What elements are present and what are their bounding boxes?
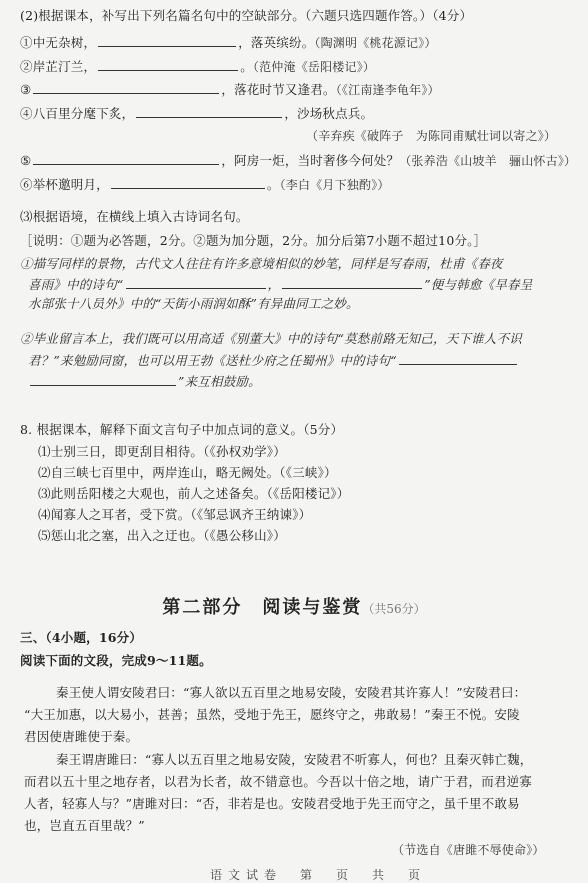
q8-item-1: ⑴士别三日，即更刮目相待。（《孙权劝学》） (38, 444, 286, 459)
q7-2-item-5: ⑤ ，阿房一炬，当时奢侈今何处？（张养浩《山坡羊 骊山怀古》） (20, 153, 577, 168)
passage-line-3: 君因使唐雎使于秦。 (24, 729, 139, 744)
section3-instruction: 阅读下面的文段，完成9～11题。 (20, 653, 212, 668)
part2-heading (0, 593, 588, 619)
q8-title: 8. 根据课本，解释下面文言句子中加点词的意义。（5分） (20, 422, 344, 437)
q7-3-para2-line1: ②毕业留言本上，我们既可以用高适《别董大》中的诗句“莫愁前路无知己，天下谁人不识 (20, 331, 522, 346)
q7-3-para1-line2: 喜雨》中的诗句“ ， ”便与韩愈《早春呈 (28, 277, 533, 292)
passage-line-4: 秦王谓唐雎曰：“寡人以五百里之地易安陵，安陵君不听寡人，何也？且秦灭韩亡魏， (56, 752, 533, 767)
q8-item-2: ⑵自三峡七百里中，两岸连山，略无阙处。（《三峡》） (38, 465, 337, 480)
q7-2-title: (2)根据课本，补写出下列名篇名句中的空缺部分。（六题只选四题作答。）（4分） (20, 8, 473, 23)
q8-item-4: ⑷闻寡人之耳者，受下赏。（《邹忌讽齐王纳谏》） (38, 507, 312, 522)
q7-3-para2-line3: ”来互相鼓励。 (28, 373, 261, 390)
passage-line-6: 人者，轻寡人与？”唐雎对曰：“否，非若是也。安陵君受地于先王而守之，虽千里不敢易 (24, 796, 520, 811)
q8-item-5: ⑸惩山北之塞，出入之迂也。（《愚公移山》） (38, 528, 286, 543)
q7-2-item-1: ①中无杂树， ，落英缤纷。（陶渊明《桃花源记》） (20, 35, 437, 50)
q7-2-item-2: ②岸芷汀兰， 。（范仲淹《岳阳楼记》） (20, 59, 376, 74)
q7-2-item-4-source: （辛弃疾《破阵子 为陈同甫赋壮词以寄之》） (306, 129, 557, 143)
passage-line-7: 也，岂直五百里哉？” (24, 818, 145, 833)
passage-line-2: “大王加惠，以大易小，甚善；虽然，受地于先王，愿终守之，弗敢易！”秦王不悦。安陵 (24, 707, 520, 722)
q7-2-item-3: ③ ，落花时节又逢君。（《江南逢李龟年》） (20, 82, 440, 97)
q7-3-note: ［说明：①题为必答题，2分。②题为加分题，2分。加分后第7小题不超过10分。］ (20, 233, 487, 248)
q7-2-item-4: ④八百里分麾下炙， ，沙场秋点兵。 (20, 106, 374, 121)
section3-title: 三、（4小题，16分） (20, 630, 143, 645)
passage-line-5: 而君以五十里之地存者，以君为长者，故不错意也。今吾以十倍之地，请广于君，而君逆寡 (24, 774, 533, 789)
q7-3-para2-line2: 君？”来勉励同窗，也可以用王勃《送杜少府之任蜀州》中的诗句“ (28, 352, 519, 369)
q7-3-para1-line3: 水部张十八员外》中的“天街小雨润如酥”有异曲同工之妙。 (28, 296, 359, 311)
part2-title: 第二部分 阅读与鉴赏 (162, 597, 363, 618)
q7-2-item-6: ⑥举杯邀明月， 。（李白《月下独酌》） (20, 177, 390, 192)
part2-score: （共56分） (362, 602, 426, 616)
passage-line-1: 秦王使人谓安陵君曰：“寡人欲以五百里之地易安陵，安陵君其许寡人！”安陵君曰： (56, 685, 527, 700)
q7-3-title: ⑶根据语境，在横线上填入古诗词名句。 (20, 209, 249, 224)
q7-3-para1-line1: ①描写同样的景物，古代文人往往有许多意境相似的妙笔，同样是写春雨，杜甫《春夜 (20, 256, 503, 271)
passage-source: （节选自《唐雎不辱使命》） (392, 843, 545, 857)
page-footer: 语文试卷 第 页 共 页 (210, 868, 427, 882)
q8-item-3: ⑶此则岳阳楼之大观也，前人之述备矣。（《岳阳楼记》） (38, 486, 350, 501)
